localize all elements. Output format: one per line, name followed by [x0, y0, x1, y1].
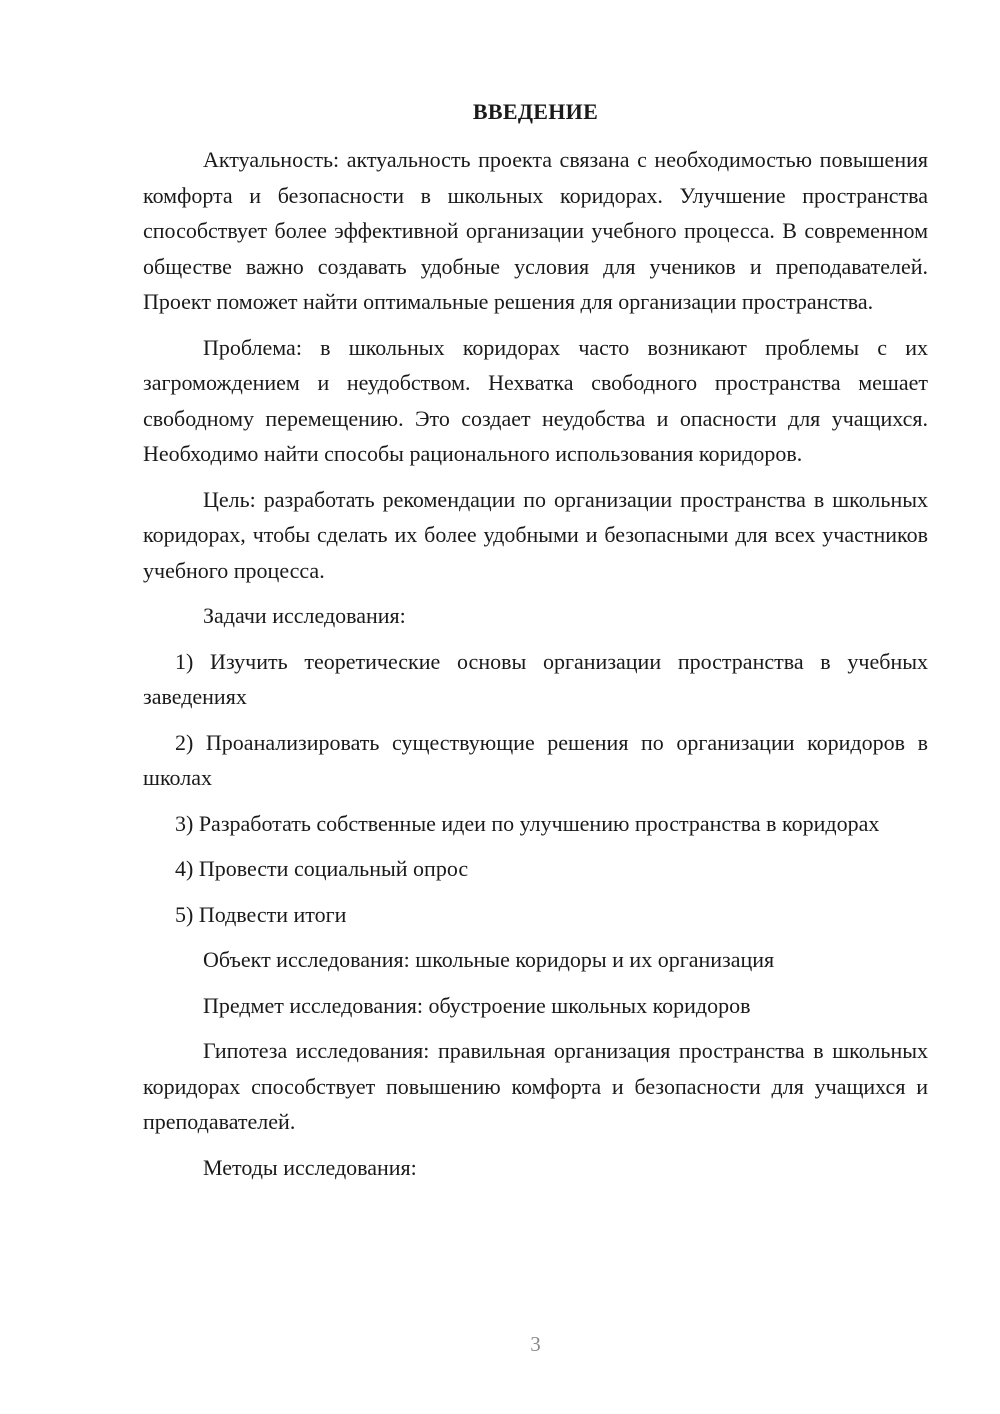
- task-item-3: 3) Разработать собственные идеи по улучшению пространства в коридорах: [175, 810, 880, 836]
- page-number: 3: [530, 1332, 541, 1356]
- goal-paragraph: Цель: разработать рекомендации по организации пространства в школьных коридорах, чтобы сделать их более удобными и безопасными для всех участников учебного процесса.: [143, 486, 928, 583]
- task-item-2: 2) Проанализировать существующие решения по организации коридоров в школах: [143, 729, 928, 790]
- tasks-heading: Задачи исследования:: [203, 603, 406, 628]
- task-item-1: 1) Изучить теоретические основы организации пространства в учебных заведениях: [143, 648, 928, 709]
- actuality-paragraph: Актуальность: актуальность проекта связана с необходимостью повышения комфорта и безопасности в школьных коридорах. Улучшение пространства способствует более эффективной организации учебного процесса. В современном обществе важно создавать удобные условия для учеников и преподавателей. Проект поможет найти оптимальные решения для организации пространства.: [143, 147, 928, 314]
- subject-paragraph: Предмет исследования: обустроение школьных коридоров: [203, 992, 751, 1018]
- object-paragraph: Объект исследования: школьные коридоры и их организация: [203, 947, 775, 972]
- task-item-4: 4) Провести социальный опрос: [175, 856, 469, 881]
- methods-heading: Методы исследования:: [203, 1154, 417, 1180]
- hypothesis-paragraph: Гипотеза исследования: правильная организация пространства в школьных коридорах способствует повышению комфорта и безопасности для учащихся и преподавателей.: [143, 1038, 928, 1134]
- document-body: [143, 142, 928, 1195]
- section-heading: ВВЕДЕНИЕ: [472, 99, 599, 124]
- document-page: [143, 0, 928, 1414]
- problem-paragraph: Проблема: в школьных коридорах часто возникают проблемы с их загромождением и неудобством. Нехватка свободного пространства мешает свободному перемещению. Это создает неудобства и опасности для учащихся. Необходимо найти способы рационального использования коридоров.: [143, 334, 928, 466]
- task-item-5: 5) Подвести итоги: [175, 901, 347, 927]
